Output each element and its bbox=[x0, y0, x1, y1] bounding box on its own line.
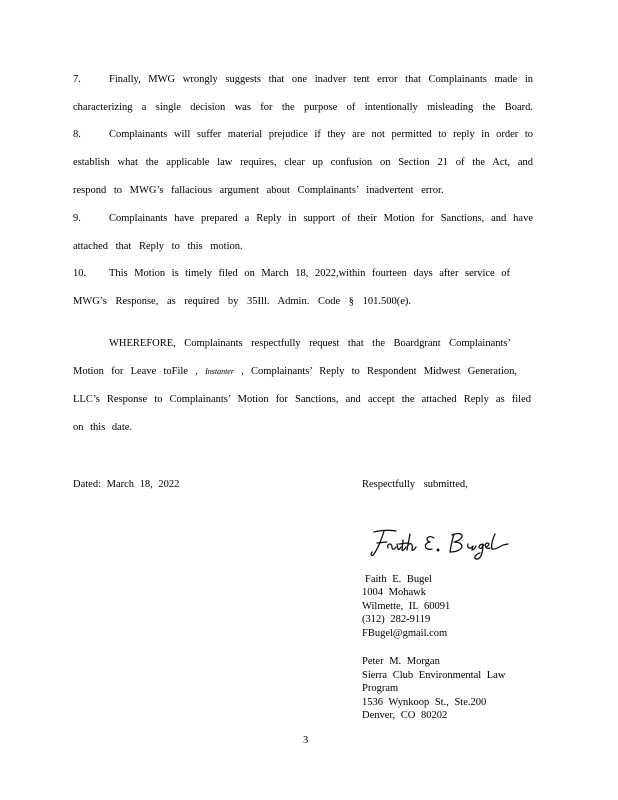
closing-line: Respectfully submitted, bbox=[362, 479, 468, 490]
paragraph-8-text-1: Complainants will suffer material prejudice if they are not permitted to reply in order to bbox=[109, 129, 533, 140]
paragraph-8-line-3 bbox=[73, 184, 473, 198]
signer-2-name: Peter M. Morgan bbox=[362, 656, 440, 667]
paragraph-9-line-2 bbox=[73, 240, 533, 254]
signer-1-email: FBugel@gmail.com bbox=[362, 627, 448, 639]
wherefore-text-1: WHEREFORE, Complainants respectfully request that the Boardgrant Complainants’ bbox=[109, 338, 511, 349]
paragraph-7-line-1 bbox=[73, 73, 533, 87]
paragraph-10-text-2: MWG’s Response, as required by 35Ill. Admin. Code § 101.500(e). bbox=[73, 296, 412, 307]
page-number: 3 bbox=[303, 735, 309, 746]
wherefore-line-3 bbox=[73, 393, 531, 407]
paragraph-9-number: 9. bbox=[73, 213, 81, 224]
signer-1-street: 1004 Mohawk bbox=[362, 587, 426, 598]
signer-2-org-line-1: Sierra Club Environmental Law bbox=[362, 669, 506, 681]
paragraph-8-line-2 bbox=[73, 156, 533, 170]
paragraph-10-number: 10. bbox=[73, 268, 87, 279]
dated-line: Dated: March 18, 2022 bbox=[73, 479, 180, 490]
paragraph-7-number: 7. bbox=[73, 74, 81, 85]
signer-1-phone: (312) 282-9119 bbox=[362, 614, 431, 625]
paragraph-9-line-1 bbox=[73, 212, 533, 226]
signer-2-block bbox=[362, 655, 505, 723]
paragraph-9-text-1: Complainants have prepared a Reply in support of their Motion for Sanctions, and have bbox=[109, 213, 533, 224]
signer-2-city: Denver, CO 80202 bbox=[362, 710, 448, 721]
paragraph-8-text-2: establish what the applicable law requires, clear up confusion on Section 21 of the Act, and bbox=[73, 157, 533, 168]
paragraph-8-line-1 bbox=[73, 128, 533, 142]
wherefore-text-2a: Motion for Leave toFile , bbox=[73, 366, 198, 377]
signer-1-city: Wilmette, IL 60091 bbox=[362, 600, 451, 612]
signer-1-name: Faith E. Bugel bbox=[365, 574, 432, 585]
signer-2-org-line-2: Program bbox=[362, 683, 399, 694]
wherefore-line-1 bbox=[73, 337, 511, 351]
paragraph-9-text-2: attached that Reply to this motion. bbox=[73, 241, 243, 252]
signer-1-address bbox=[362, 586, 450, 640]
paragraph-7-text-2: characterizing a single decision was for the purpose of intentionally misleading the Board. bbox=[73, 102, 533, 113]
wherefore-text-2b: , Complainants’ Reply to Respondent Midwest Generation, bbox=[241, 366, 518, 377]
paragraph-8-number: 8. bbox=[73, 129, 81, 140]
signer-1-block bbox=[365, 573, 432, 587]
paragraph-7-text-1: Finally, MWG wrongly suggests that one inadver tent error that Complainants made in bbox=[109, 74, 533, 85]
wherefore-text-4: on this date. bbox=[73, 422, 133, 433]
instanter-italic: Instanter bbox=[205, 367, 234, 376]
paragraph-10-line-2 bbox=[73, 295, 533, 309]
paragraph-8-text-3: respond to MWG’s fallacious argument about Complainants’ inadvertent error. bbox=[73, 185, 444, 196]
wherefore-line-2 bbox=[73, 365, 517, 379]
paragraph-10-line-1 bbox=[73, 267, 510, 281]
wherefore-line-4 bbox=[73, 421, 533, 435]
signer-2-street: 1536 Wynkoop St., Ste.200 bbox=[362, 696, 487, 708]
signature-image bbox=[368, 526, 528, 562]
paragraph-7-line-2 bbox=[73, 101, 533, 115]
wherefore-text-3: LLC’s Response to Complainants’ Motion for Sanctions, and accept the attached Reply as filed bbox=[73, 394, 531, 405]
paragraph-10-text-1: This Motion is timely filed on March 18, 2022,within fourteen days after service of bbox=[109, 268, 510, 279]
